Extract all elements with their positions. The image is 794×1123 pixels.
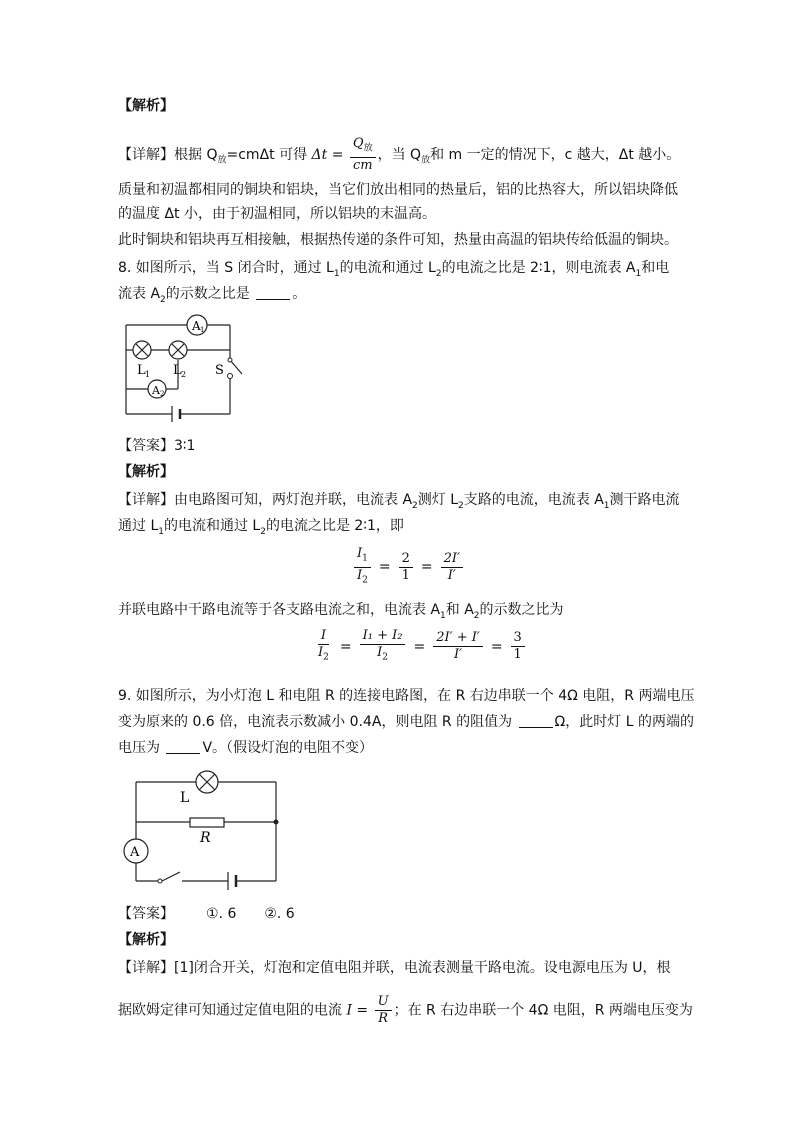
svg-text:1: 1 (200, 326, 205, 334)
question-9-line3: 电压为 V。（假设灯泡的电阻不变） (118, 740, 374, 756)
question-9-line1: 9. 如图所示，为小灯泡 L 和电阻 R 的连接电路图，在 R 右边串联一个 4Ω 电阻，R 两端电压 (118, 688, 695, 704)
detail-line: 通过 $L_1$的电流和通过 $L_2$的电流之比是 2∶1，即 (118, 518, 404, 537)
question-8-line2: 流表 $A_2$的示数之比是 。 (118, 286, 307, 305)
label-l2: L (173, 363, 182, 378)
battery-symbol (172, 406, 180, 422)
lamp-l (196, 771, 218, 793)
answer-q9: 【答案】 ①. 6 ②. 6 (118, 906, 295, 922)
ammeter-a (124, 839, 148, 863)
lamp-l2 (169, 341, 187, 359)
text-line: 的温度 Δt 小，由于初温相同，所以铝块的末温高。 (118, 206, 436, 222)
detail-line: 据欧姆定律可知通过定值电阻的电流 I = $\frac{U}{R}$ ；在 R 右边串联一个 4Ω 电阻，R 两端电压变为 (118, 994, 693, 1026)
svg-text:A: A (192, 319, 201, 333)
battery-symbol (228, 872, 236, 890)
answer-blank[interactable] (256, 285, 290, 300)
analysis-heading: 【解析】 (118, 932, 174, 948)
answer-blank-2[interactable] (166, 739, 200, 754)
circuit-diagram-q9 (118, 766, 283, 890)
lamp-l1 (133, 341, 151, 359)
ammeter-a2 (148, 380, 166, 398)
detail-line: 【详解】根据 $Q_放=cm\Delta t$ 可得 Δt = $\frac{Q_放}{cm}$ ，当 $Q_放$和 m 一定的情况下，c 越大，Δt 越小。 (118, 136, 681, 173)
svg-text:A: A (130, 845, 140, 860)
question-9-line2: 变为原来的 0.6 倍，电流表示数减小 0.4A，则电阻 R 的阻值为 Ω，此时灯 L 的两端的 (118, 714, 694, 730)
question-8-line1: 8. 如图所示，当 S 闭合时，通过 $L_1$的电流和通过 $L_2$的电流之比是 2∶1，则电流表 $A_1$和电 (118, 260, 670, 279)
fraction: $\frac{Q_放}{cm}$ (350, 136, 376, 174)
analysis-heading: 【解析】 (118, 464, 174, 480)
answer-blank-1[interactable] (519, 713, 553, 728)
ammeter-a1 (187, 315, 207, 335)
text-line: 质量和初温都相同的铜块和铝块，当它们放出相同的热量后，铝的比热容大，所以铝块降低 (118, 182, 678, 198)
text-line: 此时铜块和铝块再互相接触，根据热传递的条件可知，热量由高温的铝块传给低温的铜块。 (118, 232, 678, 248)
detail-line: 【详解】由电路图可知，两灯泡并联，电流表 $A_2$测灯 $L_2$支路的电流，电流表 $A_1$测干路电流 (118, 492, 680, 511)
svg-text:1: 1 (145, 370, 151, 379)
label-l: L (180, 790, 190, 806)
analysis-heading: 【解析】 (118, 98, 174, 114)
resistor-r (190, 818, 224, 827)
label-r: R (200, 830, 211, 846)
svg-text:2: 2 (160, 390, 165, 398)
detail-line: 【详解】[1]闭合开关，灯泡和定值电阻并联，电流表测量干路电流。设电源电压为 U，根 (118, 960, 671, 976)
svg-text:A: A (152, 384, 160, 397)
answer-q8: 【答案】3∶1 (118, 438, 196, 454)
circuit-diagram-q8 (118, 310, 248, 422)
label-l1: L (137, 363, 146, 378)
detail-line: 并联电路中干路电流等于各支路电流之和，电流表 $A_1$和 $A_2$的示数之比为 (118, 602, 564, 621)
equation-1: $\frac{I_1}{I_2}$ = $\frac{2}{1}$ = $\frac{2I'}{I'}$ (352, 546, 465, 588)
label-s: S (215, 363, 224, 378)
svg-text:2: 2 (181, 370, 187, 379)
equation-2: $\frac{I}{I_2}$ = $\frac{\text{I₁ + I₂}}{I_2}$ = $\frac{2I' + I'}{I'}$ = $\frac{3}{1}$ (313, 628, 527, 666)
